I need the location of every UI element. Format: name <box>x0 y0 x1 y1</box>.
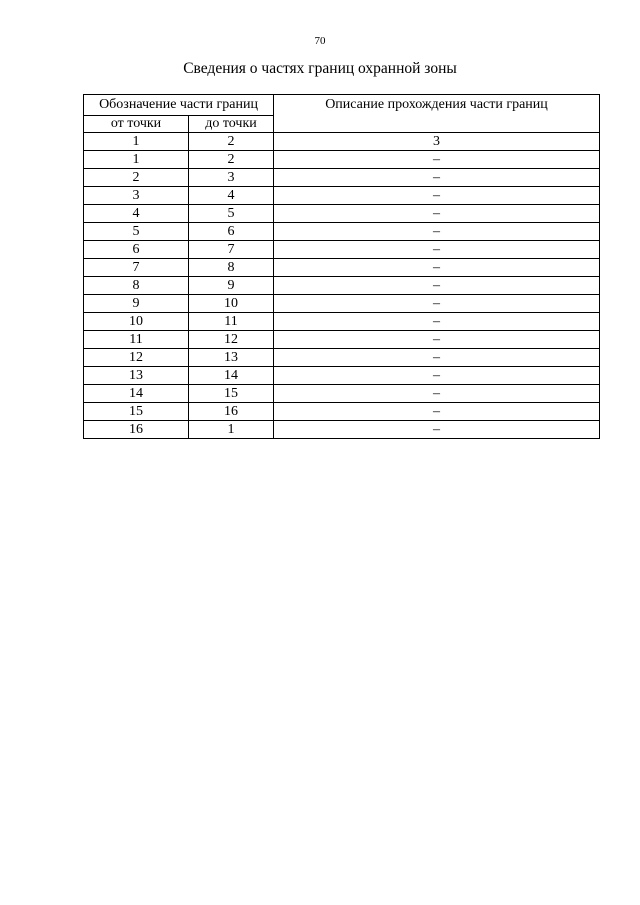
cell-from-point: 3 <box>84 187 189 205</box>
cell-from-point: 1 <box>84 151 189 169</box>
cell-to-point: 1 <box>189 421 274 439</box>
cell-to-point: 3 <box>189 169 274 187</box>
cell-description: 3 <box>274 133 600 151</box>
cell-from-point: 14 <box>84 385 189 403</box>
header-boundary-part: Обозначение части границ <box>84 95 274 116</box>
cell-description: – <box>274 223 600 241</box>
table-row <box>84 241 600 259</box>
cell-to-point: 5 <box>189 205 274 223</box>
cell-to-point: 7 <box>189 241 274 259</box>
cell-description: – <box>274 367 600 385</box>
table-row <box>84 313 600 331</box>
table-row <box>84 385 600 403</box>
cell-to-point: 13 <box>189 349 274 367</box>
cell-from-point: 2 <box>84 169 189 187</box>
cell-from-point: 4 <box>84 205 189 223</box>
cell-description: – <box>274 331 600 349</box>
cell-description: – <box>274 349 600 367</box>
header-from-point: от точки <box>84 116 189 133</box>
table-row <box>84 421 600 439</box>
table-row <box>84 259 600 277</box>
cell-to-point: 2 <box>189 151 274 169</box>
cell-to-point: 4 <box>189 187 274 205</box>
cell-to-point: 16 <box>189 403 274 421</box>
table-row <box>84 205 600 223</box>
cell-from-point: 9 <box>84 295 189 313</box>
cell-description: – <box>274 187 600 205</box>
header-to-point: до точки <box>189 116 274 133</box>
cell-from-point: 10 <box>84 313 189 331</box>
cell-description: – <box>274 169 600 187</box>
cell-to-point: 8 <box>189 259 274 277</box>
table-row <box>84 151 600 169</box>
table-row <box>84 187 600 205</box>
cell-to-point: 2 <box>189 133 274 151</box>
cell-description: – <box>274 259 600 277</box>
cell-description: – <box>274 205 600 223</box>
cell-to-point: 14 <box>189 367 274 385</box>
cell-from-point: 8 <box>84 277 189 295</box>
cell-to-point: 10 <box>189 295 274 313</box>
cell-from-point: 12 <box>84 349 189 367</box>
cell-description: – <box>274 151 600 169</box>
boundary-table <box>83 94 600 439</box>
table-row <box>84 331 600 349</box>
cell-to-point: 12 <box>189 331 274 349</box>
table-row <box>84 367 600 385</box>
table-row <box>84 169 600 187</box>
cell-description: – <box>274 403 600 421</box>
cell-description: – <box>274 241 600 259</box>
document-title: Сведения о частях границ охранной зоны <box>183 60 457 77</box>
cell-from-point: 5 <box>84 223 189 241</box>
cell-to-point: 9 <box>189 277 274 295</box>
cell-description: – <box>274 277 600 295</box>
cell-from-point: 11 <box>84 331 189 349</box>
cell-from-point: 13 <box>84 367 189 385</box>
cell-description: – <box>274 421 600 439</box>
table-row <box>84 277 600 295</box>
cell-from-point: 15 <box>84 403 189 421</box>
cell-description: – <box>274 295 600 313</box>
table-row <box>84 349 600 367</box>
cell-description: – <box>274 385 600 403</box>
cell-from-point: 1 <box>84 133 189 151</box>
table-row <box>84 133 600 151</box>
table-row <box>84 295 600 313</box>
page-number: 70 <box>314 35 326 47</box>
table-row <box>84 223 600 241</box>
cell-from-point: 16 <box>84 421 189 439</box>
table-row <box>84 403 600 421</box>
cell-from-point: 7 <box>84 259 189 277</box>
table-body <box>84 133 600 439</box>
cell-description: – <box>274 313 600 331</box>
cell-to-point: 15 <box>189 385 274 403</box>
cell-to-point: 11 <box>189 313 274 331</box>
cell-from-point: 6 <box>84 241 189 259</box>
table-header-row <box>84 95 600 116</box>
cell-to-point: 6 <box>189 223 274 241</box>
header-description: Описание прохождения части границ <box>274 95 600 133</box>
